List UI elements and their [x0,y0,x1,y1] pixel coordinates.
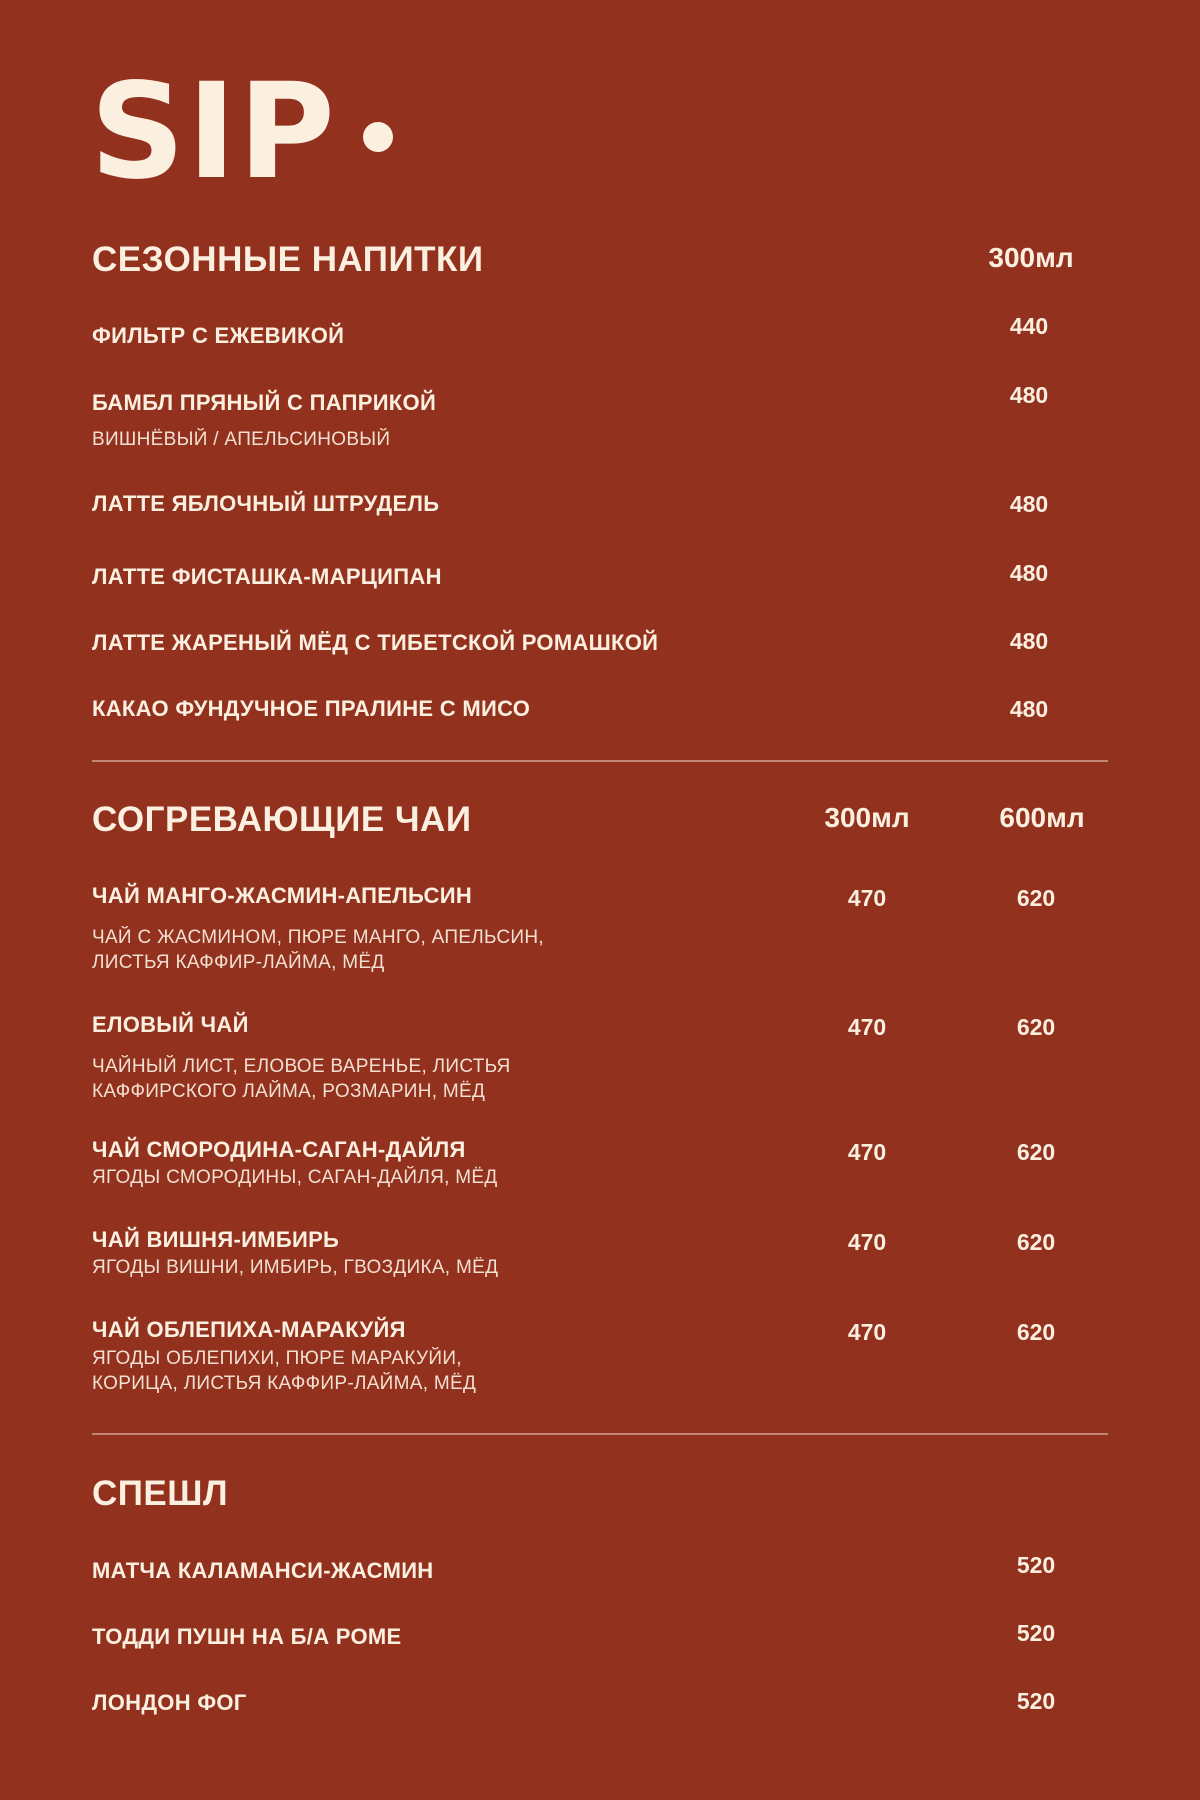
menu-item-name: ЕЛОВЫЙ ЧАЙ [92,1012,249,1037]
menu-item-description: ЯГОДЫ ВИШНИ, ИМБИРЬ, ГВОЗДИКА, МЁД [92,1257,499,1278]
menu-item-name: ЛАТТЕ ФИСТАШКА-МАРЦИПАН [92,564,442,589]
section-title-teas: СОГРЕВАЮЩИЕ ЧАИ [92,800,472,839]
column-head-300ml: 300мл [988,242,1074,273]
menu-item-price: 520 [1016,1688,1056,1714]
section-title-seasonal: СЕЗОННЫЕ НАПИТКИ [92,240,484,279]
menu-item-description: ЛИСТЬЯ КАФФИР-ЛАЙМА, МЁД [92,952,385,973]
column-head-300ml: 300мл [824,802,910,833]
menu-item-name: ЧАЙ ОБЛЕПИХА-МАРАКУЙЯ [92,1317,406,1342]
menu-item-price-600: 620 [1016,1014,1056,1040]
menu-item-price-300: 470 [847,1229,887,1255]
menu-item-price-600: 620 [1016,1229,1056,1255]
menu-item-price: 520 [1016,1552,1056,1578]
logo [90,55,393,209]
menu-item-description: ЧАЙНЫЙ ЛИСТ, ЕЛОВОЕ ВАРЕНЬЕ, ЛИСТЬЯ [92,1056,511,1077]
section-divider [92,760,1108,762]
menu-item-price-300: 470 [847,1139,887,1165]
logo-dot [363,122,393,152]
menu-item-price: 480 [1009,382,1049,408]
menu-item-price-600: 620 [1016,1139,1056,1165]
logo-text: SIP [90,55,337,209]
menu-item-price: 480 [1009,491,1049,517]
menu-item-name: ЛАТТЕ ЖАРЕНЫЙ МЁД С ТИБЕТСКОЙ РОМАШКОЙ [92,630,659,655]
menu-item-price-300: 470 [847,885,887,911]
menu-item-name: МАТЧА КАЛАМАНСИ-ЖАСМИН [92,1558,434,1583]
menu-item-price: 440 [1009,313,1049,339]
menu-item-price-300: 470 [847,1014,887,1040]
menu-item-name: ЛАТТЕ ЯБЛОЧНЫЙ ШТРУДЕЛЬ [92,491,440,516]
section-divider [92,1433,1108,1435]
menu-item-name: ФИЛЬТР С ЕЖЕВИКОЙ [92,323,345,348]
menu-item-price: 480 [1009,560,1049,586]
column-head-600ml: 600мл [999,802,1085,833]
menu-item-price: 480 [1009,696,1049,722]
menu-item-name: ЛОНДОН ФОГ [92,1690,247,1715]
menu-item-price-300: 470 [847,1319,887,1345]
menu-item-name: ЧАЙ СМОРОДИНА-САГАН-ДАЙЛЯ [92,1137,466,1162]
menu-item-name: ЧАЙ МАНГО-ЖАСМИН-АПЕЛЬСИН [92,883,473,908]
menu-item-description: ЧАЙ С ЖАСМИНОМ, ПЮРЕ МАНГО, АПЕЛЬСИН, [92,927,544,948]
menu-item-price: 520 [1016,1620,1056,1646]
menu-item-description: КАФФИРСКОГО ЛАЙМА, РОЗМАРИН, МЁД [92,1081,486,1102]
menu-item-description: ЯГОДЫ СМОРОДИНЫ, САГАН-ДАЙЛЯ, МЁД [92,1167,498,1188]
menu-item-description: ВИШНЁВЫЙ / АПЕЛЬСИНОВЫЙ [92,429,391,450]
menu-item-price-600: 620 [1016,885,1056,911]
menu-item-description: КОРИЦА, ЛИСТЬЯ КАФФИР-ЛАЙМА, МЁД [92,1373,477,1394]
menu-item-name: ЧАЙ ВИШНЯ-ИМБИРЬ [92,1227,340,1252]
menu-item-name: КАКАО ФУНДУЧНОЕ ПРАЛИНЕ С МИСО [92,696,531,721]
menu-item-price: 480 [1009,628,1049,654]
menu-item-name: ТОДДИ ПУШН НА Б/А РОМЕ [92,1624,402,1649]
section-title-special: СПЕШЛ [92,1474,229,1513]
menu-item-name: БАМБЛ ПРЯНЫЙ С ПАПРИКОЙ [92,390,437,415]
menu-item-description: ЯГОДЫ ОБЛЕПИХИ, ПЮРЕ МАРАКУЙИ, [92,1348,462,1369]
menu-item-price-600: 620 [1016,1319,1056,1345]
